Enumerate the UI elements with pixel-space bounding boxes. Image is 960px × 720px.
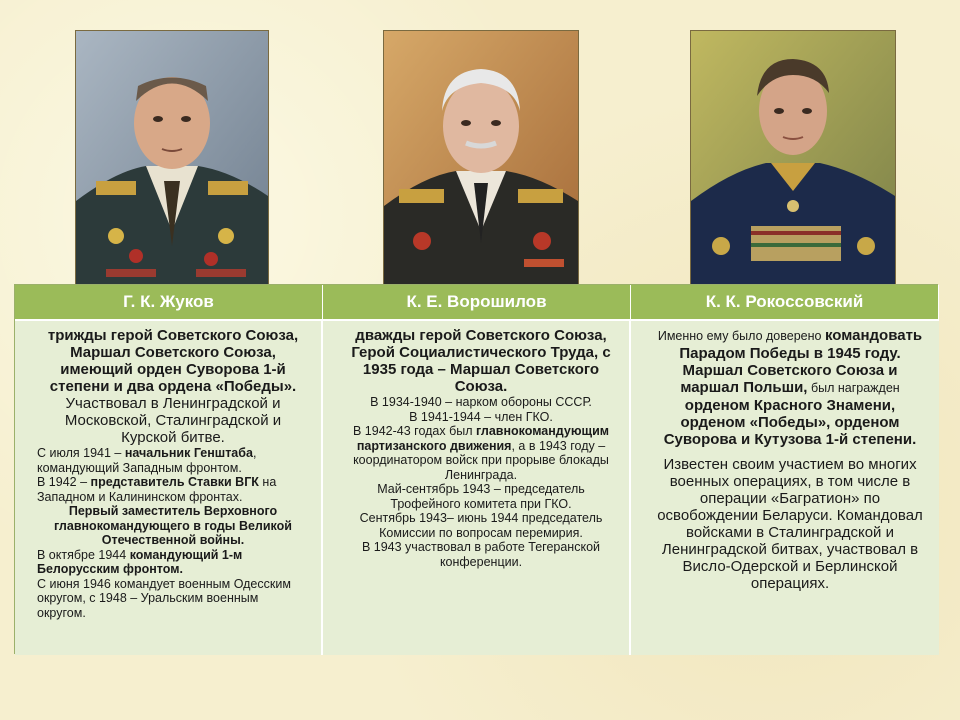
bio-paragraph — [345, 395, 617, 410]
header-rokossovsky: К. К. Рокоссовский — [631, 285, 939, 319]
bio-paragraph — [37, 475, 309, 504]
bio-paragraph — [37, 504, 309, 548]
bio-text: представитель Ставки ВГК — [90, 475, 259, 489]
bio-paragraph — [37, 395, 309, 446]
bio-text: В 1941-1944 – член ГКО. — [409, 409, 553, 424]
bio-text: командовать Парадом Победы в 1945 году. — [679, 327, 923, 362]
bio-paragraph — [653, 327, 927, 362]
bio-text: , а в 1943 году – координатором войск при прорыве блокады Ленинграда. — [353, 438, 609, 482]
bio-text: В 1934-1940 – нарком обороны СССР. — [370, 395, 592, 409]
bio-text: С июля 1941 – — [37, 446, 125, 460]
header-zhukov: Г. К. Жуков — [15, 285, 323, 319]
bio-zhukov — [15, 319, 323, 655]
bio-text: С июня 1946 командует военным Одесским округом, с 1948 – Уральским военным округом. — [37, 576, 291, 620]
portrait-rokossovsky — [690, 30, 896, 288]
bio-text: В 1943 участвовал в работе Тегеранской конференции. — [361, 540, 601, 569]
bio-text: командующий 1-м Белорусским фронтом. — [37, 547, 243, 576]
bio-text: начальник Генштаба — [124, 446, 253, 460]
bio-paragraph — [653, 362, 927, 448]
bio-voroshilov — [323, 319, 631, 655]
bio-paragraph — [37, 327, 309, 395]
bio-paragraph — [345, 482, 617, 511]
portrait-zhukov — [75, 30, 269, 288]
bio-paragraph — [345, 424, 617, 482]
bio-text: В 1942 – — [37, 475, 91, 489]
bio-text: В октябре 1944 — [37, 547, 130, 562]
bio-paragraph — [653, 456, 927, 592]
bio-paragraph — [345, 327, 617, 395]
bio-text: был награжден — [807, 381, 900, 395]
bio-paragraph — [345, 540, 617, 569]
bio-text: Сентябрь 1943– июнь 1944 председатель Комиссии по вопросам перемирия. — [359, 511, 603, 540]
bio-text: Маршал Советского Союза и маршал Польши, — [680, 362, 898, 396]
bio-paragraph — [37, 446, 309, 475]
header-voroshilov: К. Е. Ворошилов — [323, 285, 631, 319]
bio-text: трижды герой Советского Союза, Маршал Советского Союза, имеющий орден Суворова 1-й степени и два ордена «Победы». — [47, 327, 299, 395]
bio-text: , командующий Западным фронтом. — [37, 446, 257, 475]
bio-text: Известен своим участием во многих военных операциях, в том числе в операции «Багратион» по освобождении Беларуси. Командовал войсками в Сталинградской и Ленинградской битвах, участвовал в Висло-Одерской и Берлинской операциях. — [657, 456, 923, 592]
bio-text: Участвовал в Ленинградской и Московской, Сталинградской и Курской битве. — [64, 395, 282, 446]
bio-rokossovsky — [631, 319, 939, 655]
bio-text: дважды герой Советского Союза, Герой Социалистического Труда, с 1935 года – Маршал Советского Союза. — [351, 327, 611, 395]
marshals-table — [14, 284, 938, 654]
portrait-voroshilov — [383, 30, 579, 288]
bio-text: Именно ему было доверено — [657, 329, 825, 343]
bio-text: Первый заместитель Верховного главнокомандующего в годы Великой Отечественной войны. — [54, 504, 292, 547]
bio-paragraph — [345, 410, 617, 425]
bio-paragraph — [37, 577, 309, 621]
bio-paragraph — [37, 548, 309, 577]
bio-text: на Западном и Калининском фронтах. — [37, 475, 277, 504]
bio-text: В 1942-43 годах был — [353, 424, 476, 438]
bio-text: орденом Красного Знамени, орденом «Победы», орденом Суворова и Кутузова 1-й степени. — [663, 397, 917, 448]
bio-text: главнокомандующим партизанского движения — [356, 424, 609, 453]
bio-paragraph — [345, 511, 617, 540]
bio-text: Май-сентябрь 1943 – председатель Трофейного комитета при ГКО. — [377, 482, 585, 511]
